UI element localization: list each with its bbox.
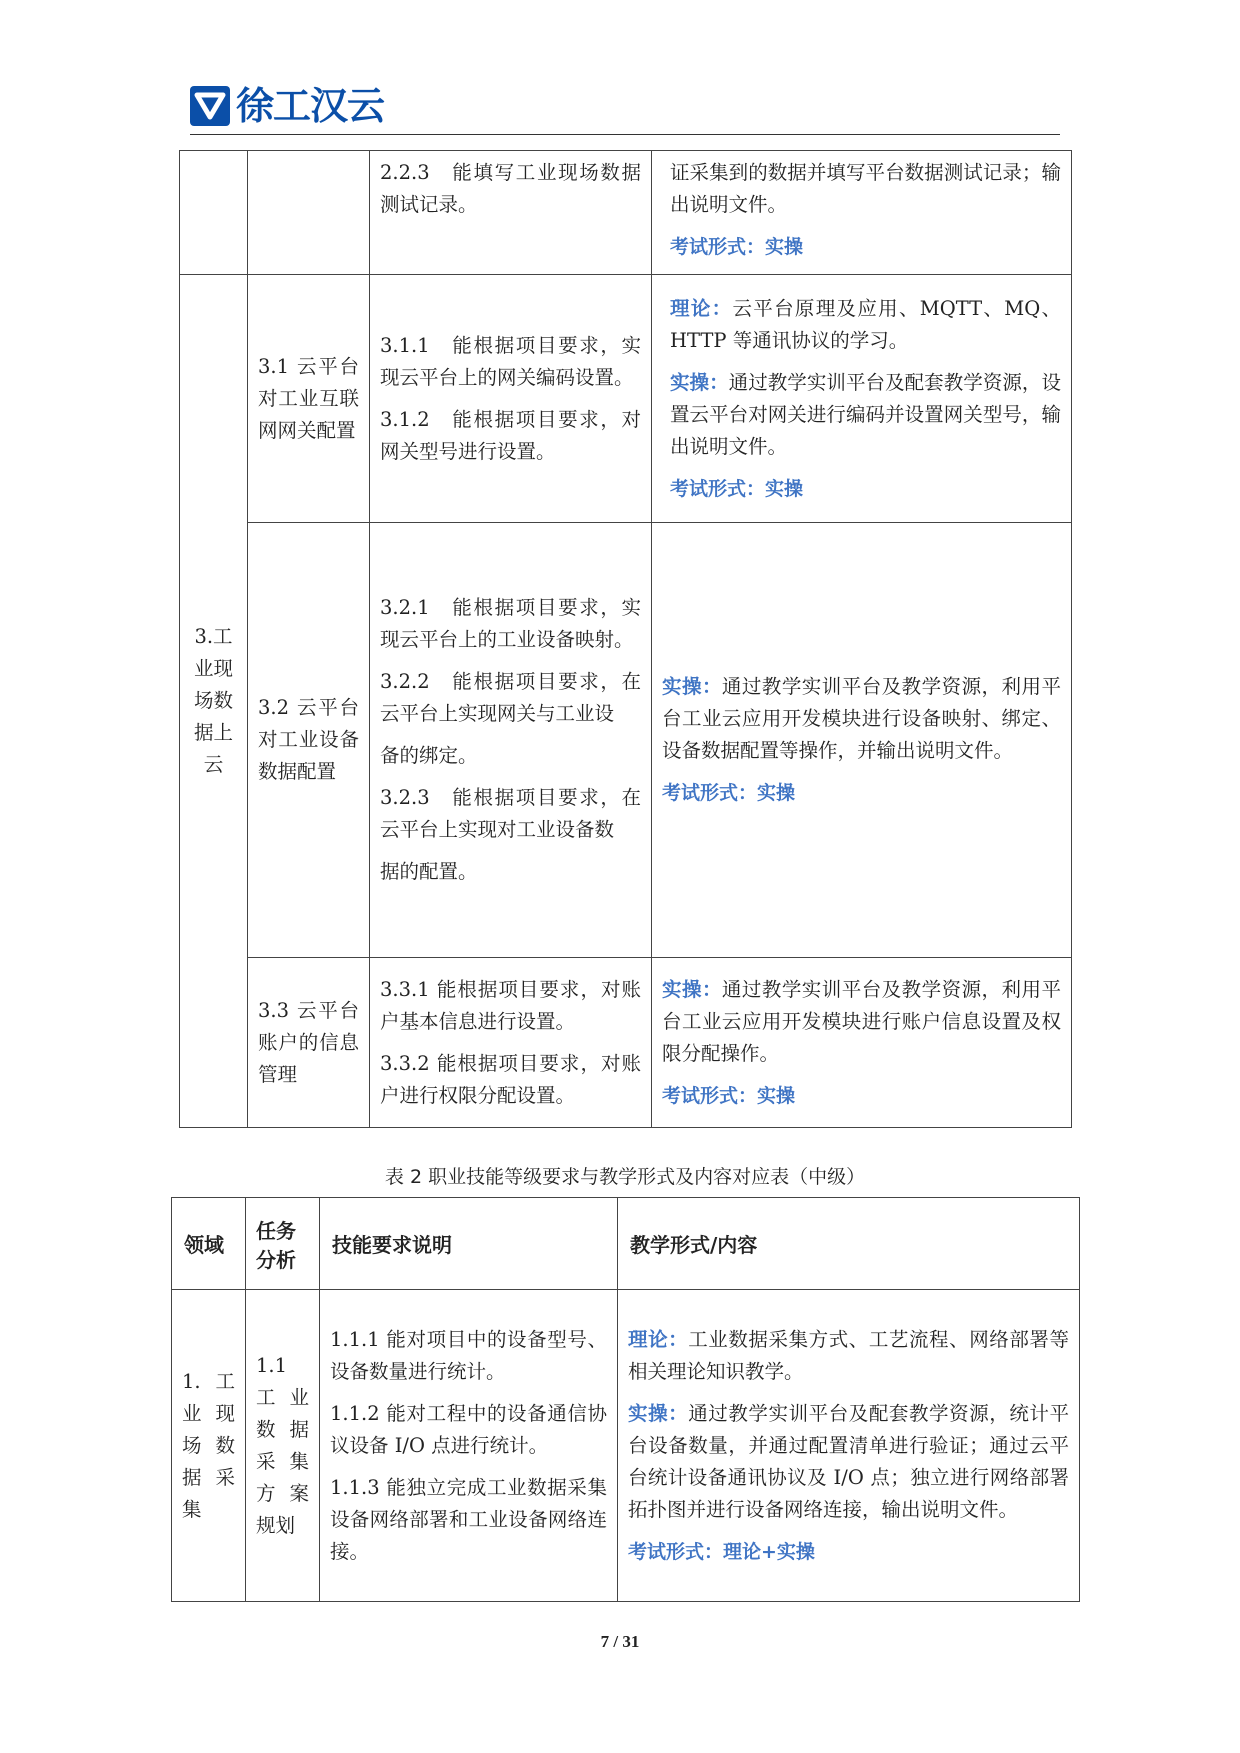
domain-cell: [180, 275, 248, 1128]
practice-text: 通过教学实训平台及配套教学资源，设置云平台对网关进行编码并设置网关型号，输出说明文件。: [670, 370, 1061, 458]
skill-cell: [320, 1290, 618, 1602]
exam-form: 考试形式：实操: [662, 782, 796, 804]
domain-cell: [172, 1290, 246, 1602]
practice-label: 实操：: [670, 370, 729, 394]
content-cell: [652, 275, 1072, 523]
content-text: 证采集到的数据并填写平台数据测试记录；输出说明文件。: [670, 161, 1061, 216]
exam-form: 考试形式：实操: [670, 477, 804, 500]
exam-form: 考试形式：理论+实操: [628, 1540, 815, 1563]
skill-cell: [370, 958, 652, 1128]
practice-label: 实操：: [662, 977, 722, 1001]
theory-text: 云平台原理及应用、MQTT、MQ、HTTP 等通讯协议的学习。: [670, 296, 1061, 352]
skill-cell: [370, 151, 652, 275]
skill-331: 3.3.1 能根据项目要求，对账户基本信息进行设置。: [380, 977, 641, 1033]
practice-label: 实操：: [662, 675, 722, 698]
page-number: 7 / 31: [600, 1632, 640, 1651]
task-cell: [246, 1290, 320, 1602]
header-content: 教学形式/内容: [618, 1198, 1080, 1290]
content-cell: [618, 1290, 1080, 1602]
task-11: 1.1 工业数据采集方案规划: [256, 1353, 309, 1537]
task-cell: [248, 275, 370, 523]
task-cell: [248, 958, 370, 1128]
header-task: 任务分析: [246, 1198, 320, 1290]
header-domain: 领域: [172, 1198, 246, 1290]
table-row: [180, 958, 1072, 1128]
table-1-continued: [179, 150, 1072, 1128]
skill-111: 1.1.1 能对项目中的设备型号、设备数量进行统计。: [330, 1327, 607, 1383]
exam-form: 考试形式：实操: [670, 236, 804, 258]
skill-332: 3.3.2 能根据项目要求，对账户进行权限分配设置。: [380, 1051, 641, 1107]
skill-312: 3.1.2 能根据项目要求，对网关型号进行设置。: [380, 407, 641, 463]
table-row: [180, 275, 1072, 523]
skill-cell: [370, 523, 652, 958]
table-2: [171, 1197, 1080, 1602]
task-33: 3.3 云平台账户的信息管理: [258, 998, 359, 1086]
domain-1: 1.工业现场数据采集: [182, 1369, 235, 1521]
domain-3: 3.工业现场数据上云: [193, 625, 233, 776]
header-divider: [190, 134, 1060, 135]
skill-113: 1.1.3 能独立完成工业数据采集设备网络部署和工业设备网络连接。: [330, 1475, 607, 1563]
page-header: [190, 86, 1060, 138]
skill-112: 1.1.2 能对工程中的设备通信协议设备 I/O 点进行统计。: [330, 1401, 607, 1457]
content-cell: [652, 151, 1072, 275]
task-32: 3.2 云平台对工业设备数据配置: [258, 696, 359, 783]
skill-323: 3.2.3 能根据项目要求，在云平台上实现对工业设备数: [380, 786, 641, 841]
skill-321: 3.2.1 能根据项目要求，实现云平台上的工业设备映射。: [380, 596, 641, 651]
skill-322-continued: 备的绑定。: [380, 744, 478, 767]
practice-text: 通过教学实训平台及配套教学资源，统计平台设备数量，并通过配置清单进行验证；通过云平台统计设备通讯协议及 I/O 点；独立进行网络部署拓扑图并进行设备网络连接，输出说明文件。: [628, 1401, 1069, 1521]
practice-text: 通过教学实训平台及教学资源，利用平台工业云应用开发模块进行设备映射、绑定、设备数据配置等操作，并输出说明文件。: [662, 675, 1061, 762]
content-cell: [652, 958, 1072, 1128]
table-2-caption: 表 2 职业技能等级要求与教学形式及内容对应表（中级）: [384, 1166, 866, 1188]
skill-223: 2.2.3 能填写工业现场数据测试记录。: [380, 161, 641, 216]
table-header-row: [172, 1198, 1080, 1290]
theory-label: 理论：: [670, 296, 733, 320]
table-row: [180, 523, 1072, 958]
xcmg-logo-icon: [190, 86, 230, 126]
header-skill: 技能要求说明: [320, 1198, 618, 1290]
brand-name: 徐工汉云: [236, 84, 385, 128]
domain-cell-empty: [180, 151, 248, 275]
table-row: [172, 1290, 1080, 1602]
theory-text: 工业数据采集方式、工艺流程、网络部署等相关理论知识教学。: [628, 1327, 1069, 1383]
brand-logo: [190, 86, 384, 126]
skill-311: 3.1.1 能根据项目要求，实现云平台上的网关编码设置。: [380, 333, 641, 389]
task-cell-empty: [248, 151, 370, 275]
practice-label: 实操：: [628, 1401, 689, 1425]
task-31: 3.1 云平台对工业互联网网关配置: [258, 354, 359, 442]
skill-323-continued: 据的配置。: [380, 860, 478, 883]
theory-label: 理论：: [628, 1327, 689, 1351]
exam-form: 考试形式：实操: [662, 1084, 796, 1107]
skill-322: 3.2.2 能根据项目要求，在云平台上实现网关与工业设: [380, 670, 641, 725]
table-row: [180, 151, 1072, 275]
content-cell: [652, 523, 1072, 958]
task-cell: [248, 523, 370, 958]
skill-cell: [370, 275, 652, 523]
practice-text: 通过教学实训平台及教学资源，利用平台工业云应用开发模块进行账户信息设置及权限分配操作。: [662, 977, 1061, 1065]
